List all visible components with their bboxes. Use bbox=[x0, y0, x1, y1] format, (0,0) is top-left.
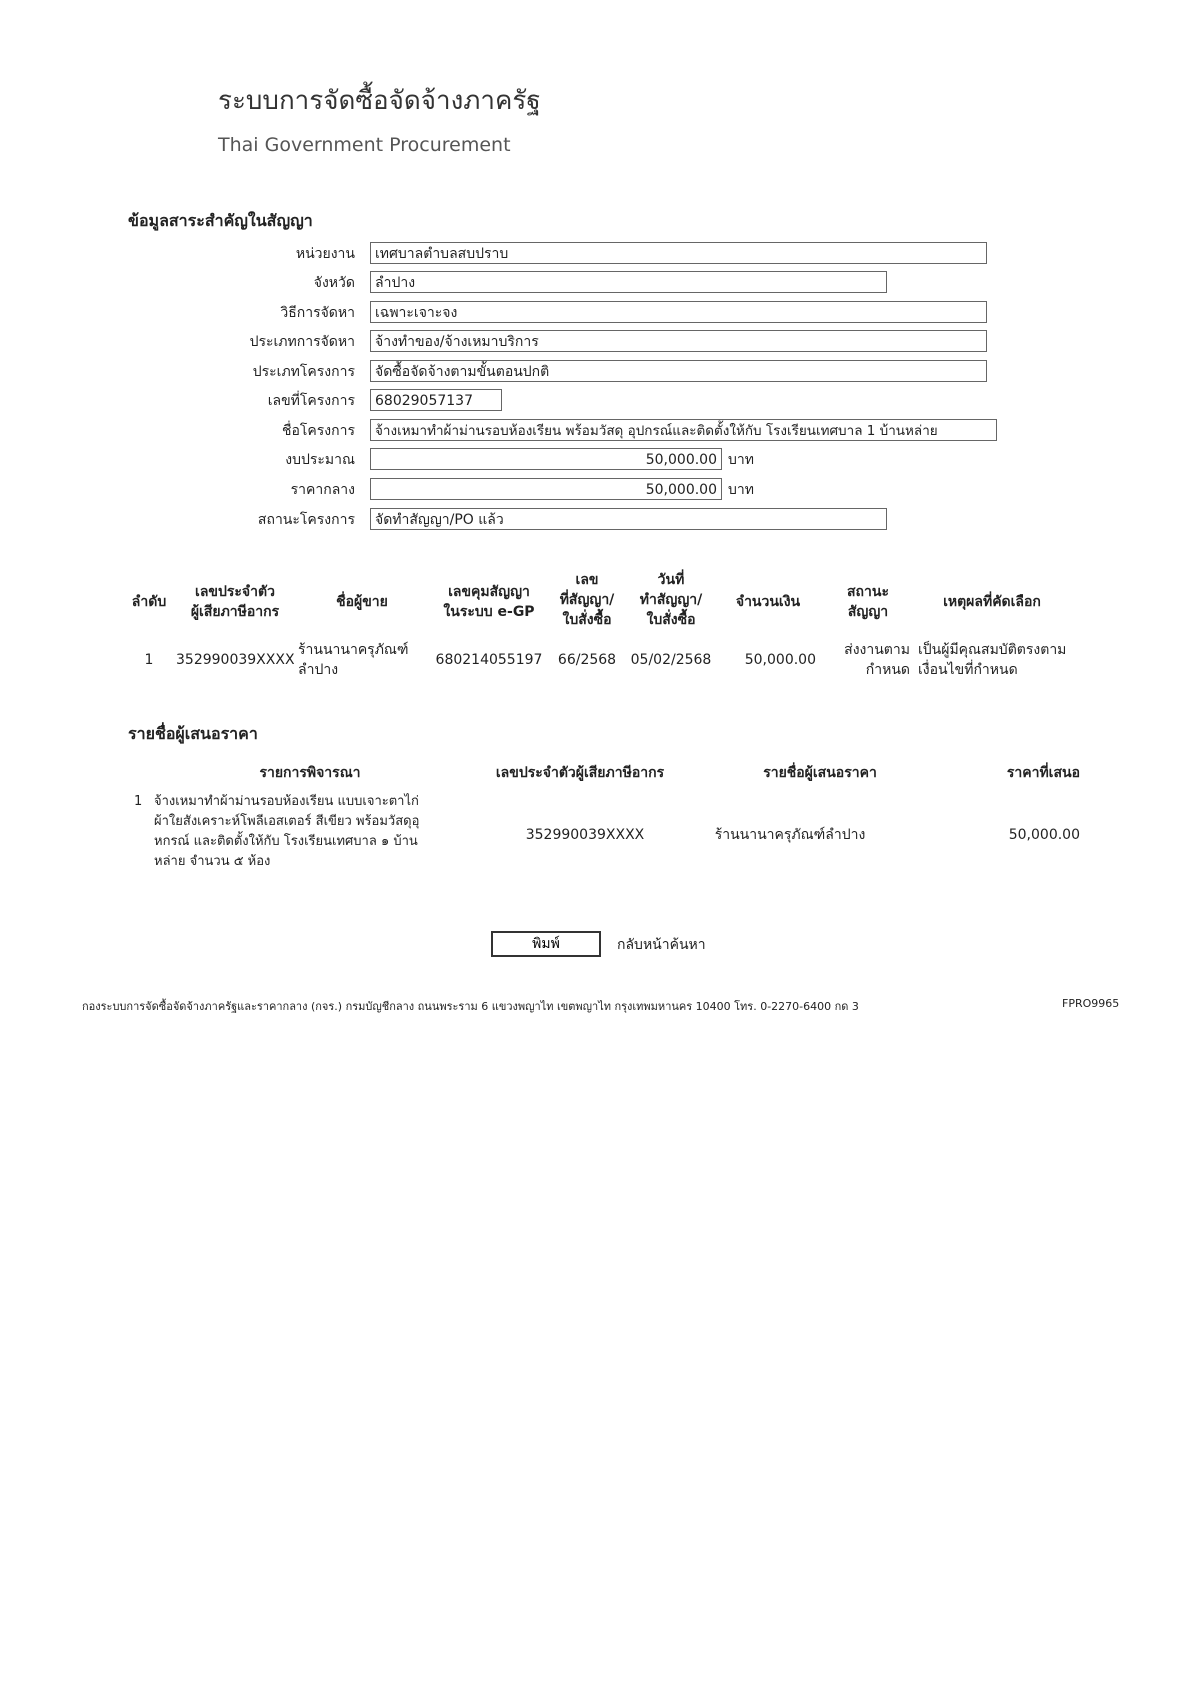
col-head-control-no bbox=[430, 582, 548, 622]
procurement-type-label: ประเภทการจัดหา bbox=[249, 334, 355, 350]
field-row-procurement-type bbox=[0, 330, 1191, 354]
col-head-vendor: ชื่อผู้ขาย bbox=[336, 594, 388, 610]
page-title-en: Thai Government Procurement bbox=[218, 134, 511, 156]
bid-row-item-line4: หล่าย จำนวน ๕ ห้อง bbox=[154, 854, 271, 869]
row-contract-status-line1: ส่งงานตาม bbox=[844, 642, 910, 658]
bid-col-head-bidder: รายชื่อผู้เสนอราคา bbox=[763, 765, 877, 781]
row-no: 1 bbox=[144, 652, 154, 668]
project-name-label: ชื่อโครงการ bbox=[281, 423, 355, 439]
field-row-status bbox=[0, 508, 1191, 532]
project-name-field[interactable]: จ้างเหมาทำผ้าม่านรอบห้องเรียน พร้อมวัสดุ อุปกรณ์และติดตั้งให้กับ โรงเรียนเทศบาล 1 บ้านหล่าย bbox=[370, 419, 997, 441]
row-control-no: 680214055197 bbox=[435, 652, 543, 668]
contract-info-title: ข้อมูลสาระสำคัญในสัญญา bbox=[128, 211, 313, 230]
budget-unit: บาท bbox=[728, 452, 754, 468]
row-reason-line2: เงื่อนไขที่กำหนด bbox=[918, 662, 1018, 678]
col-head-contract-no-line2: ที่สัญญา/ bbox=[559, 592, 615, 608]
col-head-contract-date-line2: ทำสัญญา/ bbox=[639, 592, 703, 608]
col-head-contract-no bbox=[548, 570, 626, 630]
field-row-project-no bbox=[0, 389, 1191, 413]
bid-row-item-line3: หกรณ์ และติดตั้งให้กับ โรงเรียนเทศบาล ๑ บ้าน bbox=[154, 834, 418, 849]
row-amount: 50,000.00 bbox=[744, 652, 816, 668]
budget-field[interactable]: 50,000.00 bbox=[370, 448, 722, 470]
project-no-label: เลขที่โครงการ bbox=[267, 393, 355, 409]
method-label: วิธีการจัดหา bbox=[280, 305, 355, 321]
print-button[interactable]: พิมพ์ bbox=[491, 931, 601, 957]
footer-code: FPRO9965 bbox=[1062, 997, 1120, 1010]
field-row-method bbox=[0, 301, 1191, 325]
field-row-budget bbox=[0, 448, 1191, 472]
bid-row-tax-id: 352990039XXXX bbox=[525, 827, 645, 843]
bidders-title: รายชื่อผู้เสนอราคา bbox=[128, 724, 258, 743]
col-head-control-no-line2: ในระบบ e-GP bbox=[443, 604, 535, 620]
agency-label: หน่วยงาน bbox=[295, 246, 355, 262]
col-head-contract-no-line3: ใบสั่งซื้อ bbox=[562, 612, 612, 628]
row-vendor-line2: ลำปาง bbox=[298, 662, 339, 678]
procurement-type-field[interactable]: จ้างทำของ/จ้างเหมาบริการ bbox=[370, 330, 987, 352]
median-price-unit: บาท bbox=[728, 482, 754, 498]
col-head-tax-id bbox=[174, 582, 296, 622]
bid-col-head-price: ราคาที่เสนอ bbox=[1006, 765, 1080, 781]
page-title-th: ระบบการจัดซื้อจัดจ้างภาครัฐ bbox=[218, 86, 541, 116]
col-head-contract-date-line3: ใบสั่งซื้อ bbox=[646, 612, 696, 628]
project-type-label: ประเภทโครงการ bbox=[252, 364, 355, 380]
col-head-contract-status bbox=[826, 582, 910, 622]
row-contract-no: 66/2568 bbox=[557, 652, 617, 668]
bid-col-head-tax-id: เลขประจำตัวผู้เสียภาษีอากร bbox=[495, 765, 665, 781]
province-label: จังหวัด bbox=[313, 275, 355, 291]
row-contract-status-line2: กำหนด bbox=[865, 662, 910, 678]
bid-row-bidder: ร้านนานาครุภัณฑ์ลำปาง bbox=[714, 827, 866, 843]
row-tax-id: 352990039XXXX bbox=[176, 652, 295, 668]
row-vendor-line1: ร้านนานาครุภัณฑ์ bbox=[298, 642, 409, 658]
col-head-control-no-line1: เลขคุมสัญญา bbox=[448, 584, 530, 600]
median-price-label: ราคากลาง bbox=[290, 482, 355, 498]
row-vendor bbox=[298, 640, 422, 680]
bid-row-item-line2: ผ้าใยสังเคราะห์โพลีเอสเตอร์ สีเขียว พร้อมวัสดุอุ bbox=[154, 814, 420, 829]
bid-row-item bbox=[154, 792, 494, 872]
col-head-contract-date bbox=[628, 570, 714, 630]
col-head-tax-id-line2: ผู้เสียภาษีอากร bbox=[190, 604, 280, 620]
budget-label: งบประมาณ bbox=[285, 452, 355, 468]
project-no-field[interactable]: 68029057137 bbox=[370, 389, 502, 411]
field-row-median-price bbox=[0, 478, 1191, 502]
bid-row-item-line1: จ้างเหมาทำผ้าม่านรอบห้องเรียน แบบเจาะตาไก่ bbox=[154, 794, 419, 809]
field-row-agency bbox=[0, 242, 1191, 266]
col-head-amount: จำนวนเงิน bbox=[735, 594, 801, 610]
method-field[interactable]: เฉพาะเจาะจง bbox=[370, 301, 987, 323]
col-head-reason: เหตุผลที่คัดเลือก bbox=[943, 594, 1041, 610]
row-reason bbox=[918, 640, 1088, 680]
row-reason-line1: เป็นผู้มีคุณสมบัติตรงตาม bbox=[918, 642, 1067, 658]
col-head-contract-date-line1: วันที่ bbox=[657, 572, 685, 588]
field-row-project-type bbox=[0, 360, 1191, 384]
agency-field[interactable]: เทศบาลตำบลสบปราบ bbox=[370, 242, 987, 264]
col-head-contract-status-line1: สถานะ bbox=[847, 584, 889, 600]
col-head-contract-no-line1: เลข bbox=[575, 572, 599, 588]
status-label: สถานะโครงการ bbox=[257, 512, 355, 528]
median-price-field[interactable]: 50,000.00 bbox=[370, 478, 722, 500]
col-head-contract-status-line2: สัญญา bbox=[847, 604, 889, 620]
row-contract-date: 05/02/2568 bbox=[630, 652, 712, 668]
bid-row-price: 50,000.00 bbox=[1008, 827, 1080, 843]
bid-row-no: 1 bbox=[134, 794, 143, 809]
status-field[interactable]: จัดทำสัญญา/PO แล้ว bbox=[370, 508, 887, 530]
col-head-no: ลำดับ bbox=[131, 594, 167, 610]
field-row-project-name bbox=[0, 419, 1191, 443]
project-type-field[interactable]: จัดซื้อจัดจ้างตามขั้นตอนปกติ bbox=[370, 360, 987, 382]
province-field[interactable]: ลำปาง bbox=[370, 271, 887, 293]
back-to-search-link[interactable]: กลับหน้าค้นหา bbox=[617, 937, 706, 953]
footer-address: กองระบบการจัดซื้อจัดจ้างภาครัฐและราคากลาง (กจร.) กรมบัญชีกลาง ถนนพระราม 6 แขวงพญาไท เขตพญาไท กรุงเทพมหานคร 10400 โทร. 0-2270-6400 กด 3 bbox=[82, 1000, 859, 1013]
col-head-tax-id-line1: เลขประจำตัว bbox=[195, 584, 275, 600]
field-row-province bbox=[0, 271, 1191, 295]
row-contract-status bbox=[826, 640, 910, 680]
bid-col-head-item: รายการพิจารณา bbox=[259, 765, 361, 781]
